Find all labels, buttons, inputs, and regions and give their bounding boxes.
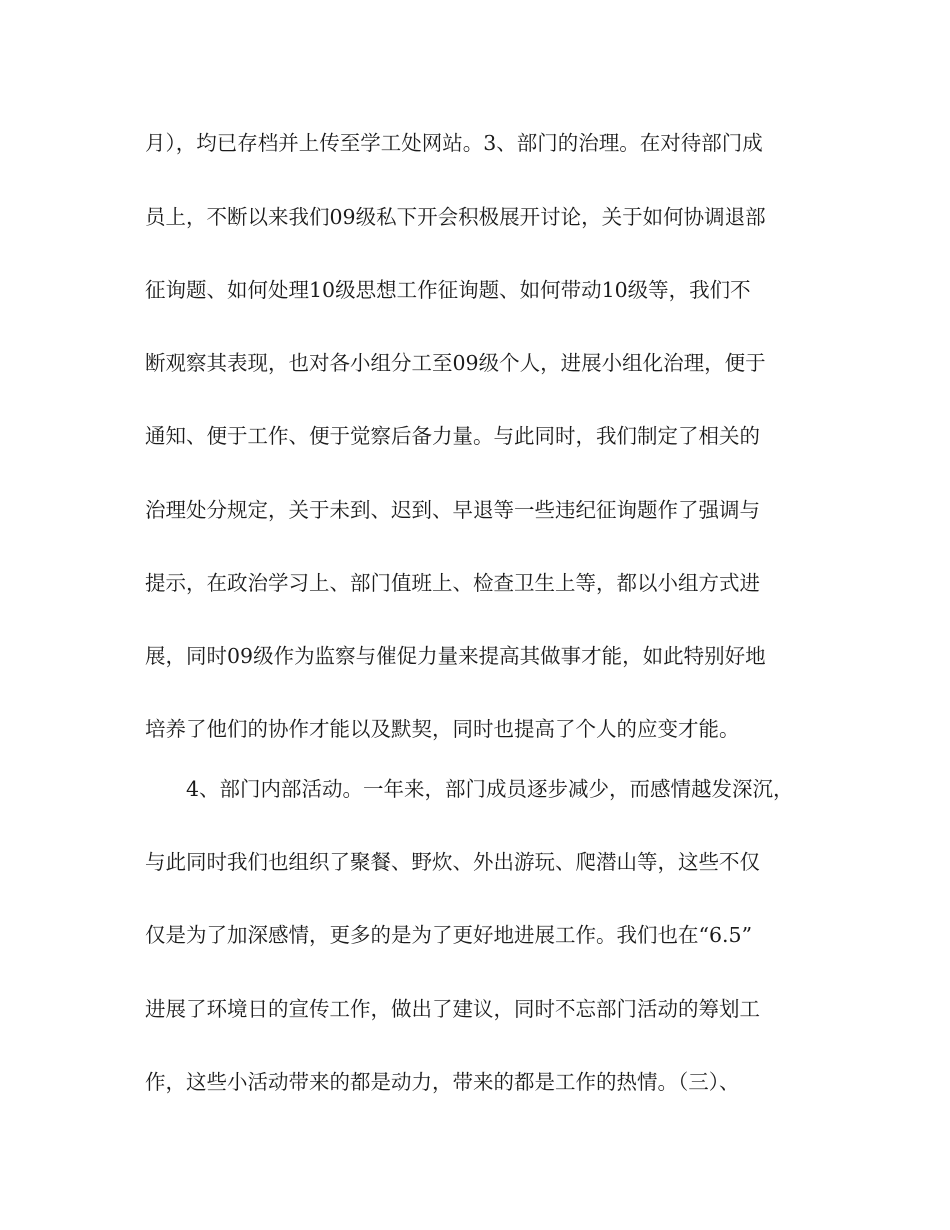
paragraph-line: 培养了他们的协作才能以及默契，同时也提高了个人的应变才能。 xyxy=(145,717,740,741)
paragraph-first-line: 4、部门内部活动。一年来，部门成员逐步减少，而感情越发深沉， xyxy=(186,777,794,801)
paragraph-line: 与此同时我们也组织了聚餐、野炊、外出游玩、爬潜山等，这些不仅 xyxy=(145,850,760,874)
paragraph-line: 作，这些小活动带来的都是动力，带来的都是工作的热情。（三）、 xyxy=(145,1070,740,1094)
paragraph-line: 进展了环境日的宣传工作，做出了建议，同时不忘部门活动的筹划工 xyxy=(145,997,760,1021)
paragraph-line: 断观察其表现，也对各小组分工至09级个人，进展小组化治理，便于 xyxy=(145,351,766,375)
paragraph-line: 征询题、如何处理10级思想工作征询题、如何带动10级等，我们不 xyxy=(145,278,751,302)
paragraph-line: 治理处分规定，关于未到、迟到、早退等一些违纪征询题作了强调与 xyxy=(145,498,760,522)
paragraph-line: 通知、便于工作、便于觉察后备力量。与此同时，我们制定了相关的 xyxy=(145,424,760,448)
paragraph-line: 提示，在政治学习上、部门值班上、检查卫生上等，都以小组方式进 xyxy=(145,571,760,595)
paragraph-line: 月），均已存档并上传至学工处网站。3、部门的治理。在对待部门成 xyxy=(145,131,763,155)
paragraph-line: 展，同时09级作为监察与催促力量来提高其做事才能，如此特别好地 xyxy=(145,644,766,668)
paragraph-line: 仅是为了加深感情，更多的是为了更好地进展工作。我们也在“6.5” xyxy=(145,923,753,947)
paragraph-line: 员上，不断以来我们09级私下开会积极展开讨论，关于如何协调退部 xyxy=(145,205,766,229)
